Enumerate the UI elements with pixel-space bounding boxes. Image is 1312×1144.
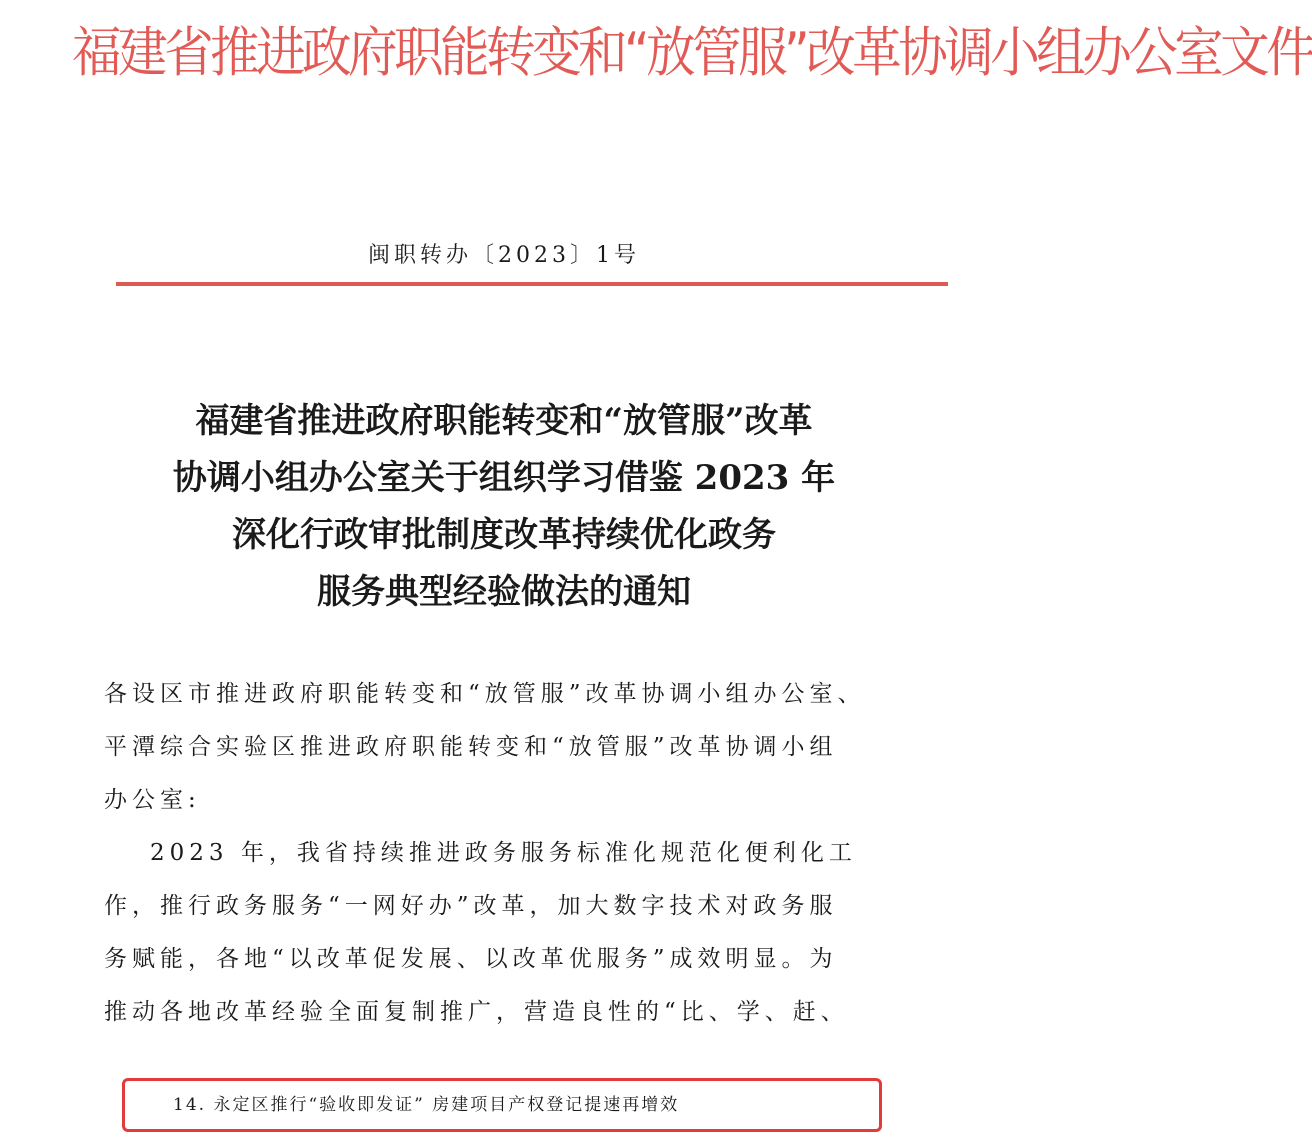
title-line: 深化行政审批制度改革持续优化政务 [232,515,776,555]
title-line: 福建省推进政府职能转变和“放管服”改革 [195,401,813,441]
highlighted-item-text: 14. 永定区推行“验收即发证” 房建项目产权登记提速再增效 [173,1095,680,1115]
salutation-line: 办公室: [104,787,201,813]
document-header-title: 福建省推进政府职能转变和“放管服”改革协调小组办公室文件 [72,21,1312,84]
paragraph-line: 务赋能，各地“以改革促发展、以改革优服务”成效明显。为 [104,946,838,972]
red-divider-line [116,282,948,286]
body-text [104,668,924,1039]
salutation-line: 各设区市推进政府职能转变和“放管服”改革协调小组办公室、 [104,681,866,707]
paragraph-line: 作，推行政务服务“一网好办”改革，加大数字技术对政务服 [104,893,838,919]
paragraph-line: 2023 年，我省持续推进政务服务标准化规范化便利化工 [150,840,857,866]
salutation-line: 平潭综合实验区推进政府职能转变和“放管服”改革协调小组 [104,734,838,760]
highlighted-item-box [122,1078,882,1132]
paragraph-line: 推动各地改革经验全面复制推广，营造良性的“比、学、赶、 [104,999,849,1025]
notice-title [0,393,1008,621]
title-line: 协调小组办公室关于组织学习借鉴 2023 年 [172,458,836,498]
title-line: 服务典型经验做法的通知 [317,572,691,612]
document-number: 闽职转办〔2023〕1号 [368,243,640,268]
